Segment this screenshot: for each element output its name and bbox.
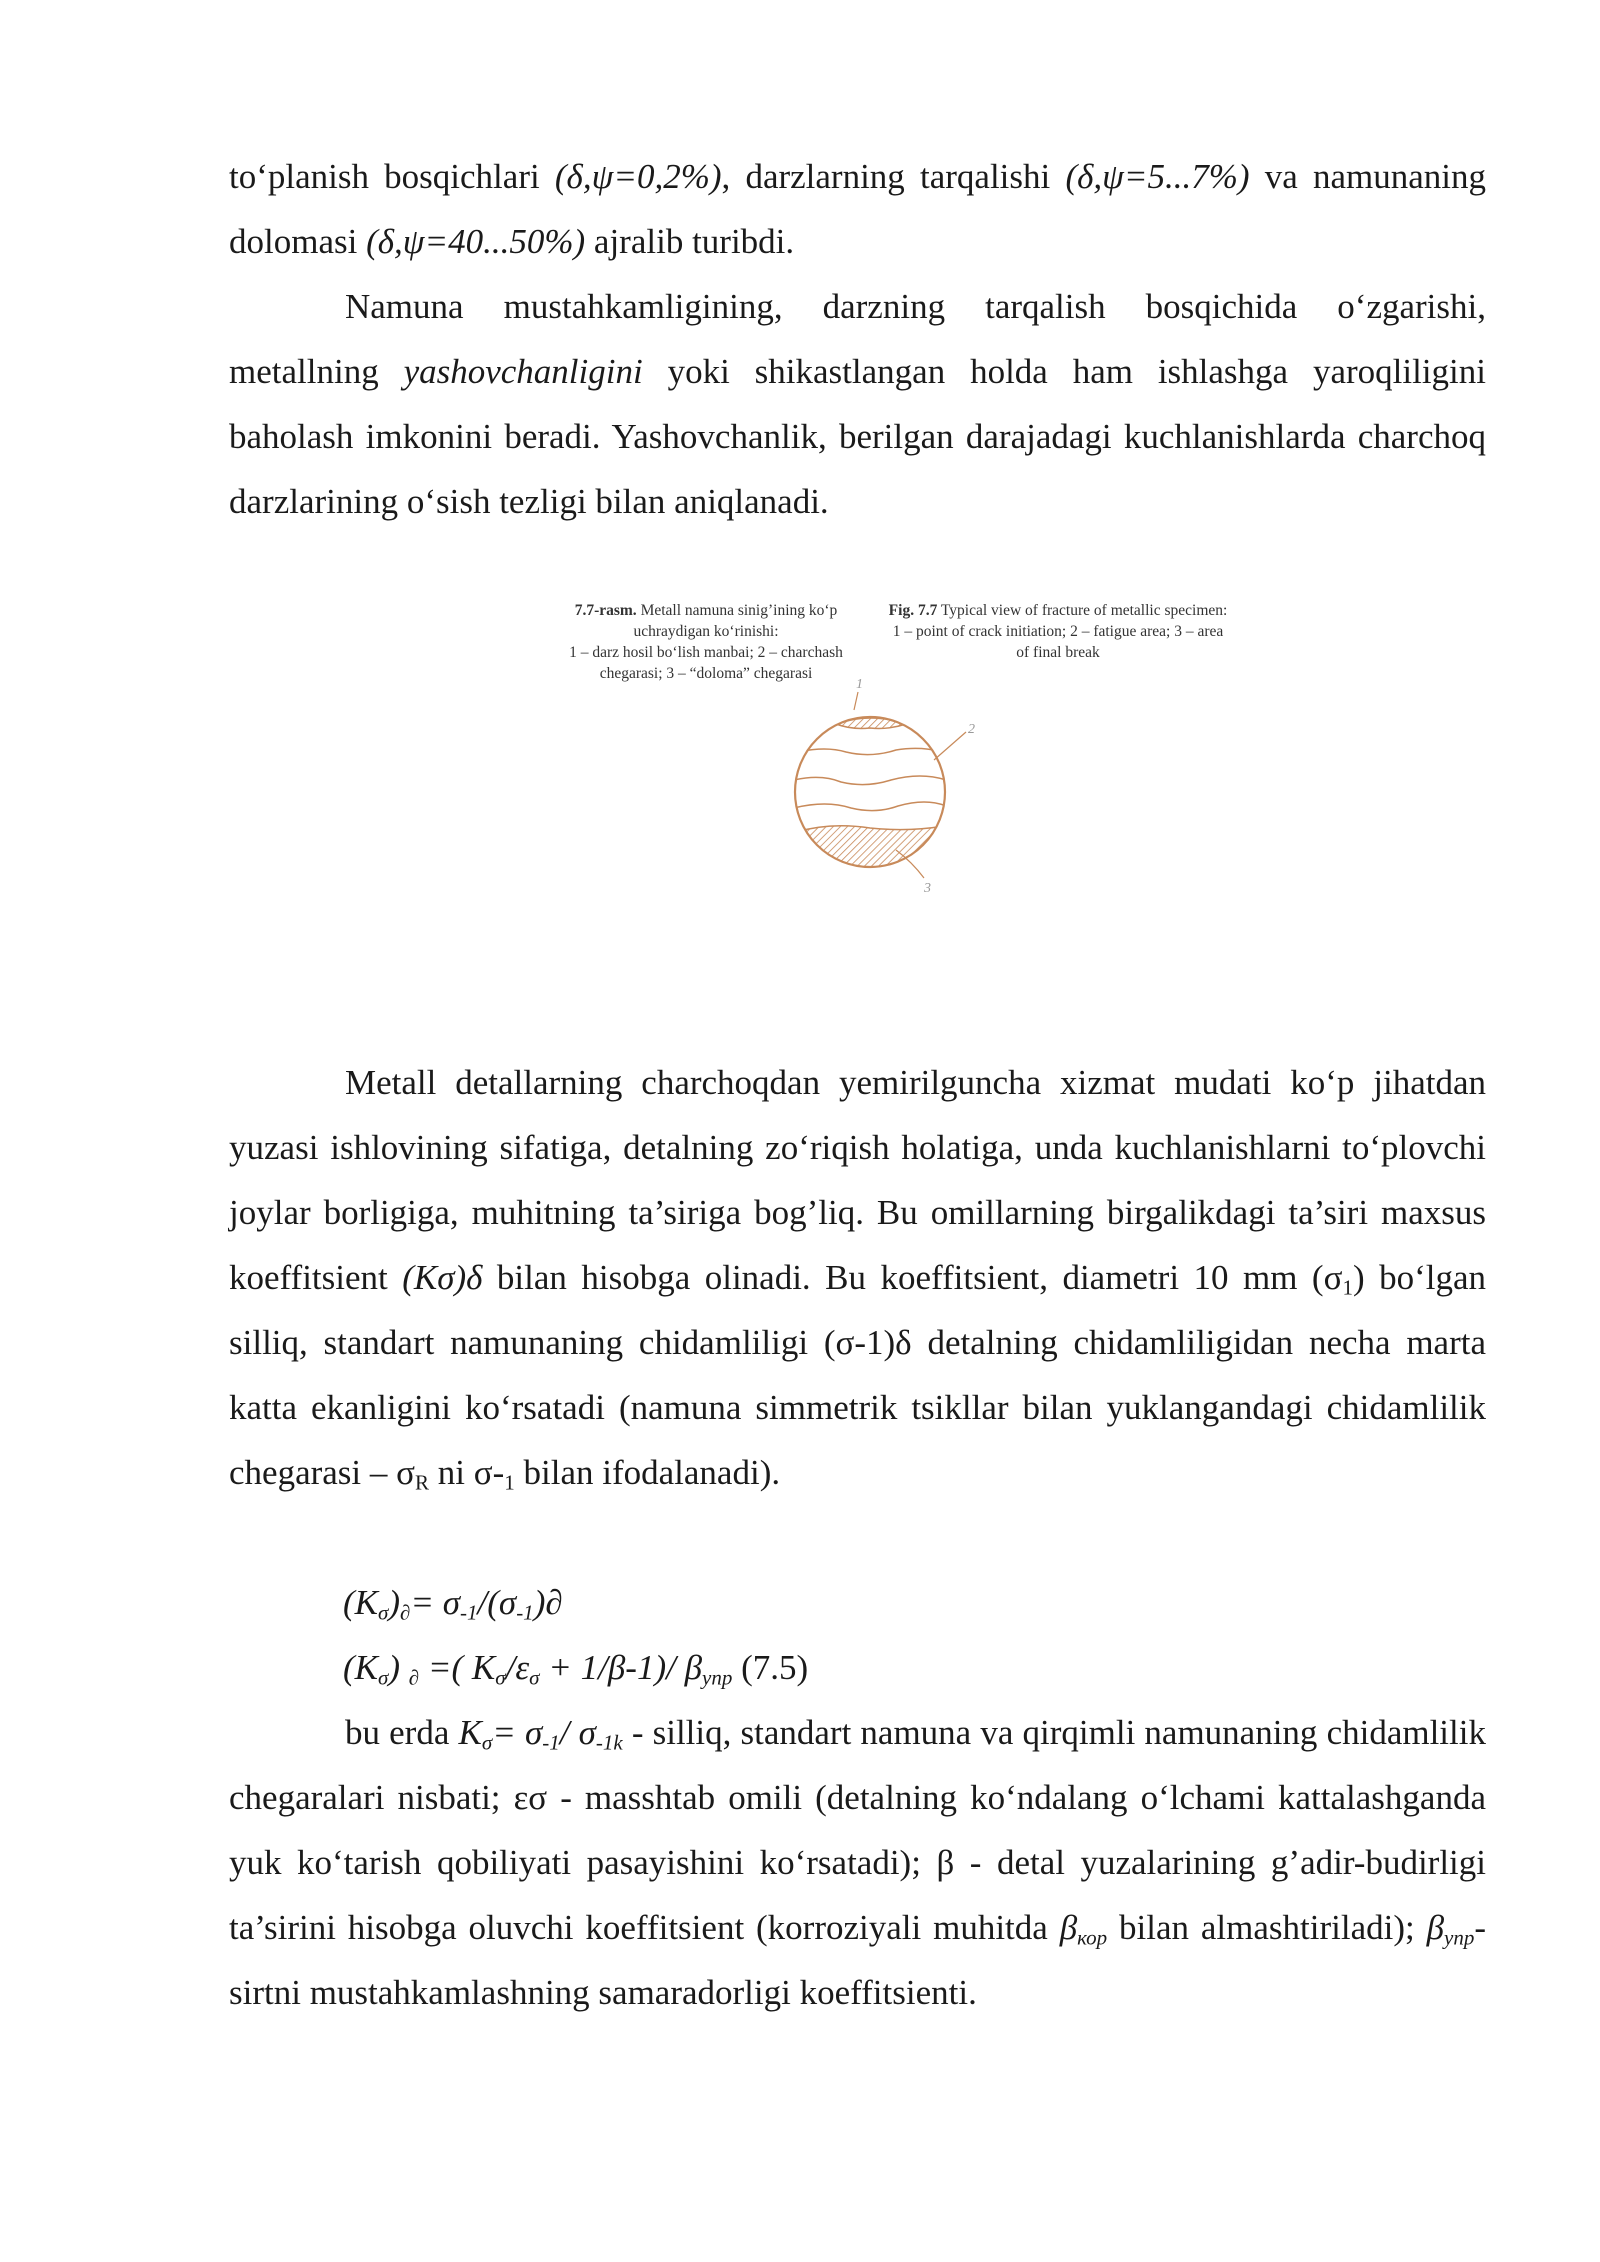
caption-en-line2: 1 – point of crack initiation; 2 – fatigue area; 3 – area of final break: [892, 623, 1224, 661]
p4-a: bu erda: [345, 1713, 459, 1752]
p4-h: β: [1426, 1908, 1445, 1947]
f2-d: /ε: [505, 1648, 530, 1687]
paragraph-definitions: [229, 1700, 1486, 2025]
fatigue-line-3: [794, 802, 946, 811]
p4-d-sub: -1k: [595, 1730, 623, 1755]
p3-coef-b: (Kσ)δ: [402, 1258, 483, 1297]
p3-text-e: ni σ-: [429, 1453, 505, 1492]
figure-7-7: [536, 600, 1226, 900]
f1-b-sub: ∂: [400, 1600, 411, 1625]
p1-formula-f: (δ,ψ=40...50%): [366, 222, 586, 261]
paragraph-stages: [229, 144, 1486, 274]
fracture-specimen-drawing: [536, 600, 1226, 900]
formula-1: [343, 1570, 563, 1635]
f1-a: (K: [343, 1583, 378, 1622]
paragraph-survivability: [229, 274, 1486, 534]
p4-b: K: [458, 1713, 482, 1752]
formula-7-5: [343, 1635, 808, 1700]
p4-g: bilan almashtiriladi);: [1107, 1908, 1427, 1947]
p2-term-b: yashovchanligini: [403, 352, 643, 391]
p4-c-sub: -1: [542, 1730, 560, 1755]
p2-text-c: yoki shikastlangan holda ham ishlashga yaroqliligini baholash imkonini beradi. Yashovchanlik, berilgan darajadagi kuchlanishlarda charchoq darzlarining o‘sish tezligi bilan aniqlanadi.: [229, 352, 1486, 521]
p1-formula-d: (δ,ψ=5...7%): [1065, 157, 1250, 196]
caption-uz-title: 7.7-rasm.: [574, 602, 637, 619]
p1-text-g: ajralib turibdi.: [585, 222, 795, 261]
p1-formula-b: (δ,ψ=0,2%): [554, 157, 722, 196]
f1-d-sub: -1: [516, 1600, 534, 1625]
f2-a-sub: σ: [378, 1665, 389, 1690]
f1-c: = σ: [410, 1583, 461, 1622]
p1-text-c: , darzlarning tarqalishi: [721, 157, 1066, 196]
f2-number: (7.5): [732, 1648, 809, 1687]
p3-text-f: bilan ifodalanadi).: [514, 1453, 781, 1492]
p3-sub-c: 1: [1342, 1275, 1353, 1300]
p1-text-a: to‘planish bosqichlari: [229, 157, 555, 196]
figure-label-3: 3: [924, 881, 931, 896]
paragraph-service-life: [229, 1050, 1486, 1505]
f2-d-sub: σ: [529, 1665, 540, 1690]
f1-e: )∂: [533, 1583, 563, 1622]
p4-b-sub: σ: [481, 1730, 493, 1755]
p4-d: / σ: [559, 1713, 596, 1752]
f2-b-sub: ∂: [408, 1665, 420, 1690]
f2-b: ): [388, 1648, 409, 1687]
caption-uz-line2: 1 – darz hosil bo‘lish manbai; 2 – charchash chegarasi; 3 – “doloma” chegarasi: [569, 644, 843, 682]
p4-i: - sirtni mustahkamlashning samaradorligi koeffitsienti.: [229, 1908, 1486, 2012]
f1-d: /(σ: [477, 1583, 517, 1622]
p4-h-sub: упр: [1444, 1925, 1475, 1950]
p4-f-sub: кор: [1077, 1925, 1108, 1950]
fatigue-line-2: [794, 776, 946, 785]
caption-en-title: Fig. 7.7: [888, 602, 938, 619]
f2-a: (K: [343, 1648, 378, 1687]
p3-sub-d: R: [415, 1470, 430, 1495]
figure-label-2: 2: [968, 722, 975, 737]
f1-a-sub: σ: [378, 1600, 389, 1625]
p4-f: β: [1059, 1908, 1078, 1947]
figure-label-1: 1: [856, 677, 863, 692]
leader-line-2: [934, 732, 966, 760]
p3-text-c: bilan hisobga olinadi. Bu koeffitsient, diametri 10 mm (σ: [482, 1258, 1343, 1297]
p1-text-e: va namunaning dolomasi: [229, 157, 1486, 261]
f2-e: + 1/β-1)/ β: [539, 1648, 703, 1687]
p4-c: = σ: [492, 1713, 543, 1752]
f1-c-sub: -1: [460, 1600, 478, 1625]
crack-initiation-zone: [836, 718, 906, 729]
f1-b: ): [388, 1583, 401, 1622]
leader-line-1: [854, 692, 858, 710]
f2-e-sub: упр: [702, 1665, 733, 1690]
caption-en-line1: Typical view of fracture of metallic specimen:: [937, 602, 1228, 619]
p4-e: - silliq, standart namuna va qirqimli namunaning chidamlilik chegaralari nisbati; εσ - masshtab omili (detalning ko‘ndalang o‘lchami kattalashganda yuk ko‘tarish qobiliyati pasayishini ko‘rsatadi); β - detal yuzalarining g’adir-budirligi ta’sirini hisobga oluvchi koeffitsient (korroziyali muhitda: [229, 1713, 1486, 1947]
p3-text-a: Metall detallarning charchoqdan yemirilguncha xizmat mudati ko‘p jihatdan yuzasi ishlovining sifatiga, detalning zo‘riqish holatiga, unda kuchlanishlarni to‘plovchi joylar borligiga, muhitning ta’siriga bog’liq. Bu omillarning birgalikdagi ta’siri maxsus koeffitsient: [229, 1063, 1486, 1297]
f2-c: =( K: [419, 1648, 496, 1687]
f2-c-sub: σ: [495, 1665, 506, 1690]
p3-sub-e: 1: [504, 1470, 515, 1495]
p2-text-a: Namuna mustahkamligining, darzning tarqalish bosqichida o‘zgarishi, metallning: [229, 287, 1486, 391]
fatigue-line-1: [798, 748, 942, 754]
caption-uz-line1: Metall namuna sinig’ining ko‘p uchraydigan ko‘rinishi:: [633, 602, 838, 640]
p3-text-d: ) bo‘lgan silliq, standart namunaning chidamliligi (σ-1)δ detalning chidamliligidan necha marta katta ekanligini ko‘rsatadi (namuna simmetrik tsikllar bilan yuklangandagi chidamlilik chegarasi – σ: [229, 1258, 1486, 1492]
